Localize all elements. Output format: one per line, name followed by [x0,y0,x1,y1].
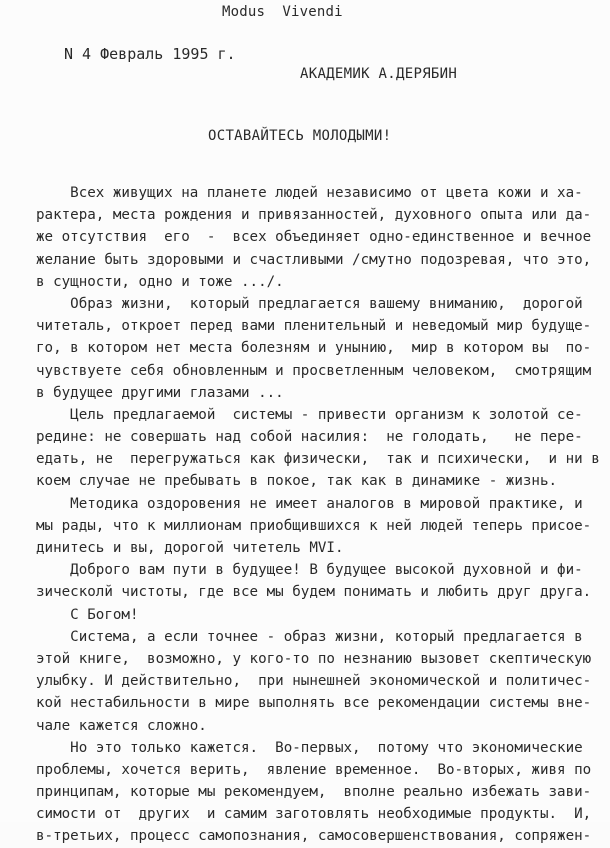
text-line: Всех живущих на планете людей независимо от цвета кожи и ха- [36,185,583,201]
text-line: зическолй чистоты, где все мы будем понимать и любить друг друга. [36,584,592,601]
text-line: едать, не перегружаться как физически, так и психически, и ни в [36,451,600,468]
text-line: динитесь и вы, дорогой читетель MVI. [36,540,344,556]
issue-date: N 4 Февраль 1995 г. [64,45,236,63]
text-line: желание быть здоровыми и счастливыми /смутно подозревая, что это, [36,251,592,268]
text-line: редине: не совершать над собой насилия: не голодать, не пере- [36,429,583,446]
text-line: чале кажется сложно. [36,717,207,734]
text-line: Цель предлагаемой системы - привести организм к золотой се- [36,406,583,423]
publication-name: Modus Vivendi [222,4,343,20]
text-line: коем случае не пребывать в покое, так как в динамике - жизнь. [36,473,558,490]
text-line: читеталь, откроет перед вами пленительный и неведомый мир будуще- [36,318,592,335]
text-line: симости от других и самим заготовлять необходимые продукты. И, [36,806,592,823]
author-name: АКАДЕМИК А.ДЕРЯБИН [300,66,458,82]
text-line: мы рады, что к миллионам приобщившихся к ней людей теперь присое- [36,517,592,534]
text-line: в-третьих, процесс самопознания, самосовершенствования, сопряжен- [36,828,592,845]
text-line: Система, а если точнее - образ жизни, который предлагается в [36,628,583,645]
text-line: в будущее другими глазами ... [36,384,284,401]
text-line: принципам, которые мы рекомендуем, вполне реально избежать зави- [36,784,592,801]
text-line: Методика оздоровения не имеет аналогов в мировой практике, и [36,495,583,512]
text-line: Но это только кажется. Во-первых, потому что экономические [36,739,583,756]
text-line: этой книге, возможно, у кого-то по незнанию вызовет скептическую [36,650,592,667]
text-line: проблемы, хочется верить, явление временное. Во-вторых, живя по [36,761,592,778]
text-line: С Богом! [36,606,139,623]
text-line: же отсутствия его - всех объединяет одно-единственное и вечное [36,229,592,246]
text-line: кой нестабильности в мире выполнять все рекомендации системы вне- [36,695,592,712]
text-line: рактера, места рождения и привязанностей, духовного опыта или да- [36,207,592,224]
text-line: го, в котором нет места болезням и унынию, мир в котором вы по- [36,340,592,357]
text-line: Доброго вам пути в будущее! В будущее высокой духовной и фи- [36,562,583,579]
article-body [36,182,600,848]
text-line: улыбку. И действительно, при нынешней экономической и политичес- [36,673,592,690]
text-line: чувствуете себя обновленным и просветленным человеком, смотрящим [36,362,592,379]
text-line: в сущности, одно и тоже .../. [36,273,284,290]
article-title: ОСТАВАЙТЕСЬ МОЛОДЫМИ! [208,128,392,144]
text-line: Образ жизни, который предлагается вашему вниманию, дорогой [36,295,583,312]
